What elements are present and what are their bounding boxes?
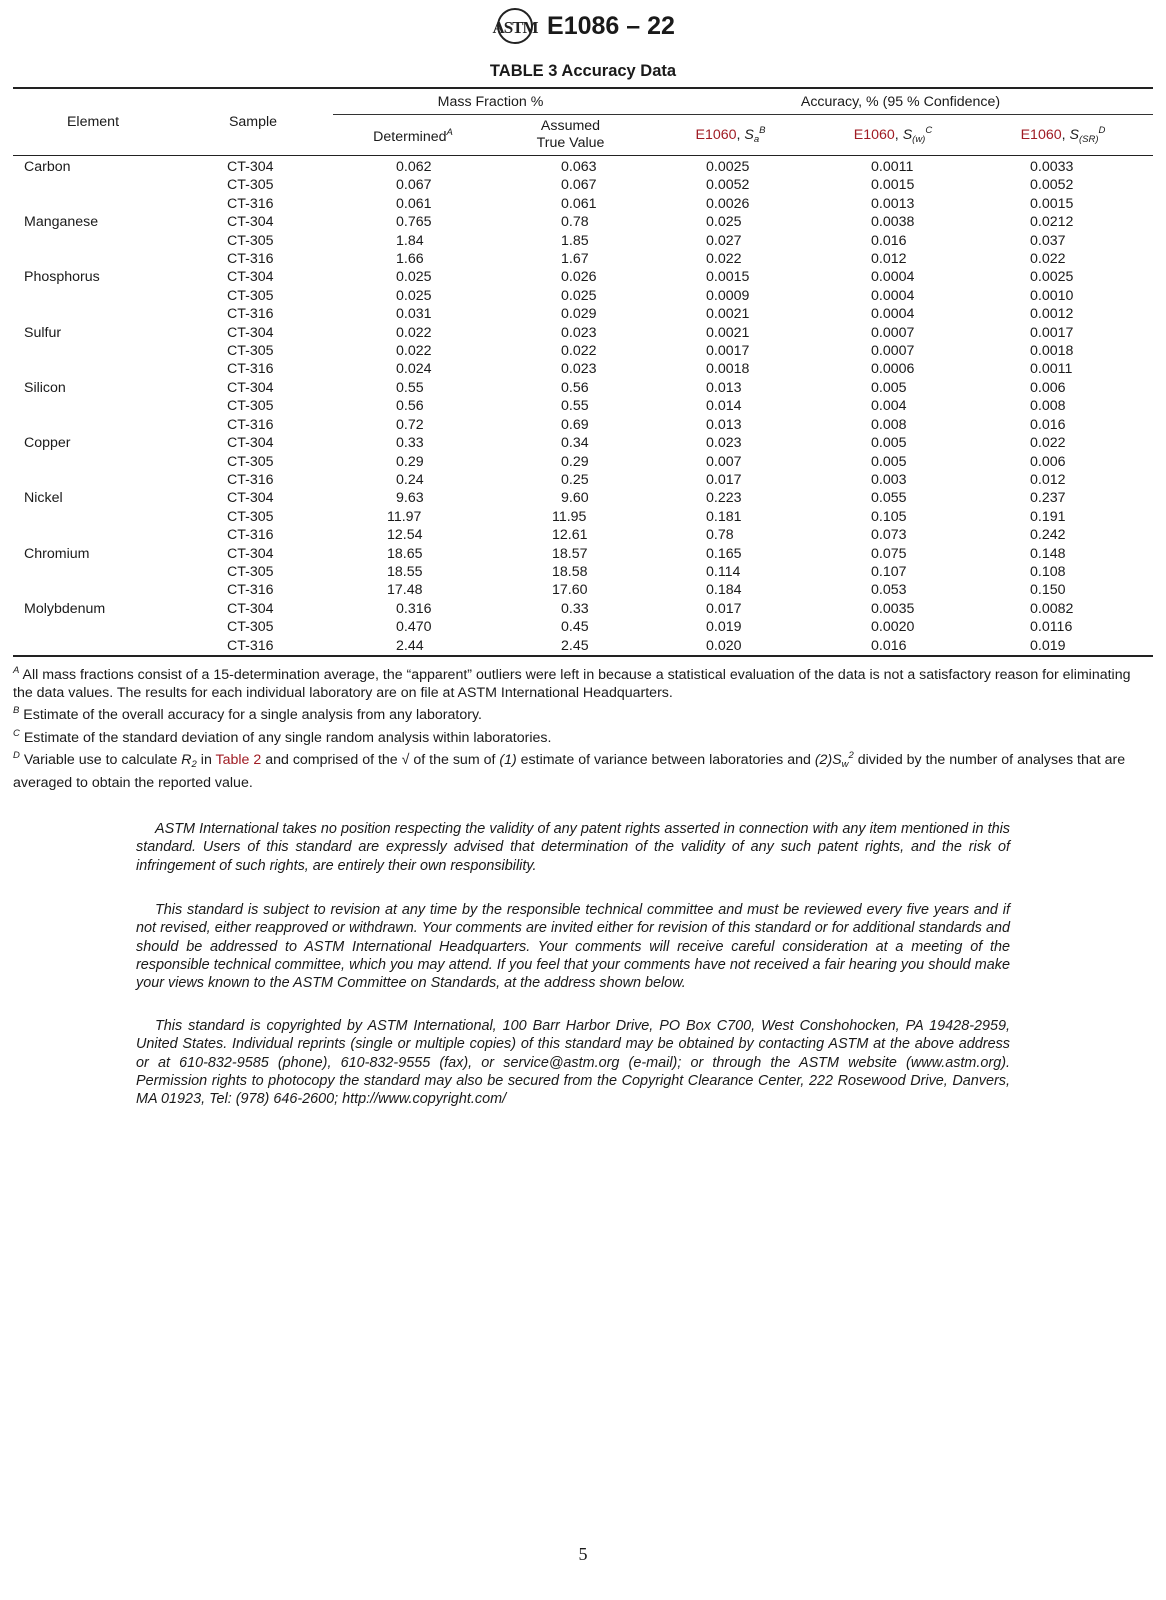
- cell-determined: 18.55: [387, 563, 423, 580]
- cell-sample: CT-305: [227, 398, 274, 415]
- table-row: [13, 156, 1153, 177]
- footnote-b: $^B$ Estimate of the overall accuracy for a single analysis from any laboratory.: [13, 705, 482, 724]
- table-row: [13, 489, 1153, 507]
- cell-ssr: 0.242: [1030, 527, 1066, 544]
- cell-assumed: 0.78: [561, 214, 589, 231]
- table-row: [13, 416, 1153, 434]
- cell-element: [13, 453, 173, 471]
- cell-determined: 0.062: [396, 159, 432, 175]
- cell-sa: 0.0021: [706, 306, 750, 323]
- cell-determined: 18.65: [387, 545, 423, 562]
- cell-sample: CT-316: [227, 416, 274, 433]
- cell-assumed: 0.029: [561, 306, 597, 323]
- cell-sa: 0.013: [706, 379, 742, 396]
- cell-determined: 0.33: [396, 435, 424, 452]
- cell-element: Chromium: [24, 545, 90, 562]
- cell-sample: CT-305: [227, 287, 274, 304]
- cell-sample: CT-304: [227, 324, 274, 341]
- cell-sa: 0.007: [706, 453, 742, 470]
- table-row: [13, 618, 1153, 636]
- cell-determined: 0.56: [396, 398, 424, 415]
- cell-sa: 0.023: [706, 435, 742, 452]
- cell-determined: 9.63: [396, 490, 424, 507]
- table-row: [13, 453, 1153, 471]
- cell-element: [13, 581, 173, 599]
- cell-element: [13, 360, 173, 378]
- cell-sample: CT-305: [227, 619, 274, 636]
- header-assumed-true-value: Assumed True Value: [493, 115, 648, 156]
- patent-notice: ASTM International takes no position respecting the validity of any patent rights asserted in connection with any item mentioned in this standard. Users of this standard are expressly advised that determination of the validity of any such patent rights, and the risk of infringement of such rights, are entirely their own responsibility.: [136, 821, 1010, 874]
- cell-assumed: 11.95: [552, 508, 587, 525]
- cell-sw: 0.0013: [871, 195, 915, 212]
- cell-element: Silicon: [24, 379, 66, 396]
- cell-assumed: 18.58: [552, 563, 588, 580]
- cell-ssr: 0.148: [1030, 545, 1066, 562]
- cell-assumed: 0.55: [561, 398, 589, 415]
- cell-sa: 0.184: [706, 582, 742, 599]
- cell-ssr: 0.012: [1030, 471, 1066, 488]
- cell-ssr: 0.022: [1030, 251, 1066, 268]
- cell-ssr: 0.006: [1030, 379, 1066, 396]
- sqrt-symbol: √: [401, 751, 410, 768]
- cell-sw: 0.004: [871, 398, 907, 415]
- cell-sample: CT-304: [227, 214, 274, 231]
- cell-element: Molybdenum: [24, 600, 106, 617]
- table-row: [13, 379, 1153, 397]
- cell-element: [13, 637, 173, 656]
- cell-element: [13, 195, 173, 213]
- cell-assumed: 18.57: [552, 545, 588, 562]
- cell-ssr: 0.0017: [1030, 324, 1074, 341]
- cell-sw: 0.0020: [871, 619, 915, 636]
- cell-sw: 0.016: [871, 232, 907, 249]
- cell-element: Manganese: [24, 214, 99, 231]
- e1060-link[interactable]: E1060: [695, 127, 737, 143]
- cell-ssr: 0.191: [1030, 508, 1066, 525]
- header-element: Element: [13, 89, 173, 156]
- cell-ssr: 0.108: [1030, 563, 1066, 580]
- cell-element: [13, 416, 173, 434]
- cell-assumed: 0.29: [561, 453, 589, 470]
- page-number: 5: [578, 1544, 588, 1564]
- cell-sw: 0.016: [813, 637, 973, 656]
- cell-sample: CT-316: [227, 471, 274, 488]
- cell-element: [13, 397, 173, 415]
- cell-sw: 0.0006: [871, 361, 915, 378]
- cell-element: [13, 471, 173, 489]
- cell-sa: 0.0009: [706, 287, 750, 304]
- cell-assumed: 1.67: [561, 251, 589, 268]
- cell-ssr: 0.022: [1030, 435, 1066, 452]
- cell-assumed: 9.60: [561, 490, 589, 507]
- cell-assumed: 0.022: [561, 343, 597, 360]
- cell-sw: 0.0007: [871, 343, 915, 360]
- cell-element: [13, 342, 173, 360]
- cell-sample: CT-304: [227, 490, 274, 507]
- cell-determined: 0.022: [396, 343, 432, 360]
- cell-sw: 0.0038: [871, 214, 915, 231]
- cell-assumed: 0.023: [561, 324, 597, 341]
- cell-assumed: 0.023: [561, 361, 597, 378]
- cell-ssr: 0.0052: [1030, 177, 1074, 194]
- cell-sample: CT-304: [227, 159, 274, 175]
- cell-ssr: 0.0116: [1030, 619, 1073, 636]
- cell-sa: 0.114: [706, 563, 741, 580]
- cell-sa: 0.014: [706, 398, 742, 415]
- cell-determined: 17.48: [387, 582, 423, 599]
- cell-ssr: 0.037: [1030, 232, 1066, 249]
- cell-sample: CT-305: [227, 453, 274, 470]
- cell-determined: 0.765: [396, 214, 432, 231]
- cell-sample: CT-304: [227, 600, 274, 617]
- cell-element: Copper: [24, 435, 71, 452]
- cell-sa: 0.78: [706, 527, 734, 544]
- cell-determined: 2.44: [333, 637, 493, 656]
- cell-ssr: 0.006: [1030, 453, 1066, 470]
- table-row: [13, 434, 1153, 452]
- cell-assumed: 0.56: [561, 379, 589, 396]
- table-row: [13, 360, 1153, 378]
- table-row: [13, 268, 1153, 286]
- table-row: [13, 287, 1153, 305]
- header-sw: E1060, $S_{(w)}^C$: [813, 115, 973, 156]
- cell-sw: 0.005: [871, 379, 907, 396]
- cell-sa: 0.0017: [706, 343, 750, 360]
- table-row: [13, 176, 1153, 194]
- accuracy-table: [13, 87, 1153, 657]
- cell-element: [13, 250, 173, 268]
- cell-ssr: 0.0010: [1030, 287, 1074, 304]
- cell-sw: 0.0004: [871, 269, 915, 286]
- cell-sw: 0.0004: [871, 287, 915, 304]
- table-row: [13, 232, 1153, 250]
- cell-assumed: 0.33: [561, 600, 589, 617]
- cell-sample: CT-316: [227, 361, 274, 378]
- cell-ssr: 0.016: [1030, 416, 1066, 433]
- cell-sample: CT-316: [173, 637, 333, 656]
- e1060-link[interactable]: E1060: [853, 127, 895, 143]
- cell-sw: 0.0007: [871, 324, 915, 341]
- cell-determined: 0.025: [396, 269, 432, 286]
- cell-element: [13, 176, 173, 194]
- cell-determined: 1.84: [396, 232, 424, 249]
- document-id: E1086 – 22: [547, 11, 675, 40]
- table-row: [13, 563, 1153, 581]
- cell-sw: 0.075: [871, 545, 907, 562]
- cell-determined: 0.025: [396, 287, 432, 304]
- cell-element: Sulfur: [24, 324, 62, 341]
- cell-assumed: 0.067: [561, 177, 597, 194]
- cell-element: [13, 232, 173, 250]
- cell-element: Carbon: [24, 159, 71, 175]
- cell-sample: CT-316: [227, 527, 274, 544]
- svg-text:ASTM: ASTM: [492, 18, 538, 37]
- table-row: [13, 526, 1153, 544]
- cell-determined: 0.067: [396, 177, 432, 194]
- cell-determined: 0.470: [396, 619, 432, 636]
- cell-sample: CT-304: [227, 435, 274, 452]
- cell-assumed: 0.026: [561, 269, 597, 286]
- cell-element: [13, 287, 173, 305]
- cell-determined: 0.022: [396, 324, 432, 341]
- cell-ssr: 0.0082: [1030, 600, 1074, 617]
- cell-ssr: 0.0012: [1030, 306, 1074, 323]
- table-row: [13, 397, 1153, 415]
- cell-sample: CT-305: [227, 563, 274, 580]
- cell-assumed: 0.25: [561, 471, 589, 488]
- table-row: [13, 545, 1153, 563]
- astm-logo-icon: [491, 6, 539, 46]
- cell-sa: 0.181: [706, 508, 742, 525]
- cell-ssr: 0.0033: [1030, 159, 1074, 175]
- cell-sw: 0.012: [871, 251, 907, 268]
- cell-assumed: 0.34: [561, 435, 589, 452]
- cell-assumed: 0.45: [561, 619, 589, 636]
- table-row: [13, 250, 1153, 268]
- header-sample: Sample: [173, 89, 333, 156]
- cell-sw: 0.005: [871, 435, 907, 452]
- copyright-notice: This standard is copyrighted by ASTM International, 100 Barr Harbor Drive, PO Box C700, West Conshohocken, PA 19428-2959, United States. Individual reprints (single or multiple copies) of this standard may be obtained by contacting ASTM at the above address or at 610-832-9585 (phone), 610-832-9555 (fax), or service@astm.org (e-mail); or through the ASTM website (www.astm.org). Permission rights to photocopy the standard may also be secured from the Copyright Clearance Center, 222 Rosewood Drive, Danvers, MA 01923, Tel: (978) 646-2600; http://www.copyright.com/: [136, 1018, 1010, 1108]
- table-row: [13, 600, 1153, 618]
- cell-sample: CT-305: [227, 177, 274, 194]
- cell-element: [13, 563, 173, 581]
- cell-sa: 0.017: [706, 471, 742, 488]
- cell-determined: 0.55: [396, 379, 424, 396]
- cell-sa: 0.0026: [706, 195, 750, 212]
- cell-ssr: 0.150: [1030, 582, 1066, 599]
- revision-notice: This standard is subject to revision at any time by the responsible technical committee and must be reviewed every five years and if not revised, either reapproved or withdrawn. Your comments are invited either for revision of this standard or for additional standards and should be addressed to ASTM International Headquarters. Your comments will receive careful consideration at a meeting of the responsible technical committee, which you may attend. If you feel that your comments have not received a fair hearing you should make your views known to the ASTM Committee on Standards, at the address shown below.: [136, 902, 1010, 992]
- cell-element: [13, 508, 173, 526]
- cell-sa: 0.165: [706, 545, 742, 562]
- cell-sw: 0.0035: [871, 600, 915, 617]
- cell-sw: 0.105: [871, 508, 907, 525]
- cell-ssr: 0.0025: [1030, 269, 1074, 286]
- header-sa: E1060, $S_a^B$: [648, 115, 813, 156]
- cell-sa: 0.019: [706, 619, 742, 636]
- cell-ssr: 0.019: [973, 637, 1153, 656]
- table-row: [13, 342, 1153, 360]
- cell-sw: 0.008: [871, 416, 907, 433]
- table-row: [13, 195, 1153, 213]
- cell-sw: 0.0015: [871, 177, 915, 194]
- cell-sample: CT-316: [227, 306, 274, 323]
- cell-determined: 0.29: [396, 453, 424, 470]
- cell-sw: 0.0004: [871, 306, 915, 323]
- footnote-d: $^D$ Variable use to calculate $R_2$ in Table 2 and comprised of the √ of the sum of (1) estimate of variance between laboratories and $(2)S_w^2$ divided by the number of analyses that are averaged to obtain the reported value.: [13, 749, 1126, 792]
- cell-assumed: 0.69: [561, 416, 589, 433]
- cell-sample: CT-316: [227, 582, 274, 599]
- cell-sample: CT-316: [227, 195, 274, 212]
- footnote-a: $^A$ All mass fractions consist of a 15-determination average, the “apparent” outliers were left in because a statistical evaluation of the data is not a satisfactory reason for eliminating the data values. The results for each individual laboratory are on file at ASTM International Headquarters.: [13, 665, 1131, 702]
- cell-sw: 0.107: [871, 563, 907, 580]
- table-row: [13, 324, 1153, 342]
- cell-sa: 0.0021: [706, 324, 750, 341]
- table-title: TABLE 3 Accuracy Data: [489, 62, 677, 80]
- cell-sample: CT-316: [227, 251, 274, 268]
- cell-determined: 0.316: [396, 600, 432, 617]
- table-row: [13, 508, 1153, 526]
- table-2-link[interactable]: Table 2: [215, 751, 262, 768]
- cell-ssr: 0.008: [1030, 398, 1066, 415]
- cell-ssr: 0.0018: [1030, 343, 1074, 360]
- cell-determined: 0.031: [396, 306, 432, 323]
- cell-element: Nickel: [24, 490, 63, 507]
- cell-sw: 0.053: [871, 582, 907, 599]
- cell-assumed: 17.60: [552, 582, 588, 599]
- header-ssr: E1060, $S_{(SR)}^D$: [973, 115, 1153, 156]
- cell-sample: CT-304: [227, 545, 274, 562]
- cell-determined: 0.024: [396, 361, 432, 378]
- cell-sample: CT-304: [227, 379, 274, 396]
- cell-ssr: 0.0011: [1030, 361, 1073, 378]
- cell-sa: 0.027: [706, 232, 742, 249]
- cell-determined: 0.061: [396, 195, 432, 212]
- cell-assumed: 12.61: [552, 527, 588, 544]
- footnote-c: $^C$ Estimate of the standard deviation of any single random analysis within laboratories.: [13, 727, 552, 746]
- table-row: [13, 213, 1153, 231]
- cell-sample: CT-305: [227, 232, 274, 249]
- cell-sa: 0.0025: [706, 159, 750, 175]
- cell-sa: 0.0015: [706, 269, 750, 286]
- cell-sa: 0.013: [706, 416, 742, 433]
- cell-sa: 0.0052: [706, 177, 750, 194]
- cell-assumed: 0.025: [561, 287, 597, 304]
- cell-sa: 0.017: [706, 600, 742, 617]
- cell-sw: 0.0011: [871, 159, 914, 175]
- table-row: [13, 305, 1153, 323]
- cell-sa: 0.0018: [706, 361, 750, 378]
- header-determined: Determined$^A$: [333, 115, 493, 156]
- table-footnotes: [13, 662, 1153, 792]
- cell-element: [13, 305, 173, 323]
- cell-element: [13, 618, 173, 636]
- cell-sample: CT-304: [227, 269, 274, 286]
- cell-determined: 0.24: [396, 471, 424, 488]
- e1060-link[interactable]: E1060: [1020, 127, 1062, 143]
- cell-ssr: 0.0015: [1030, 195, 1074, 212]
- cell-assumed: 2.45: [493, 637, 648, 656]
- table-row: [13, 637, 1153, 656]
- table-row: [13, 581, 1153, 599]
- page-header: [0, 6, 1166, 48]
- cell-sample: CT-305: [227, 343, 274, 360]
- cell-sa: 0.025: [706, 214, 742, 231]
- cell-sw: 0.005: [871, 453, 907, 470]
- cell-element: Phosphorus: [24, 269, 100, 286]
- cell-determined: 1.66: [396, 251, 424, 268]
- cell-sa: 0.223: [706, 490, 742, 507]
- cell-sw: 0.073: [871, 527, 907, 544]
- header-accuracy-group: Accuracy, % (95 % Confidence): [648, 89, 1153, 115]
- table-row: [13, 471, 1153, 489]
- cell-sw: 0.055: [871, 490, 907, 507]
- header-mass-fraction-group: Mass Fraction %: [333, 89, 648, 115]
- cell-sa: 0.020: [648, 637, 813, 656]
- cell-ssr: 0.0212: [1030, 214, 1074, 231]
- cell-sample: CT-305: [227, 508, 274, 525]
- cell-determined: 12.54: [387, 527, 423, 544]
- cell-ssr: 0.237: [1030, 490, 1066, 507]
- cell-assumed: 0.063: [561, 159, 597, 175]
- cell-sw: 0.003: [871, 471, 907, 488]
- cell-determined: 0.72: [396, 416, 424, 433]
- cell-assumed: 1.85: [561, 232, 589, 249]
- cell-sa: 0.022: [706, 251, 742, 268]
- cell-element: [13, 526, 173, 544]
- cell-determined: 11.97: [387, 508, 422, 525]
- cell-assumed: 0.061: [561, 195, 597, 212]
